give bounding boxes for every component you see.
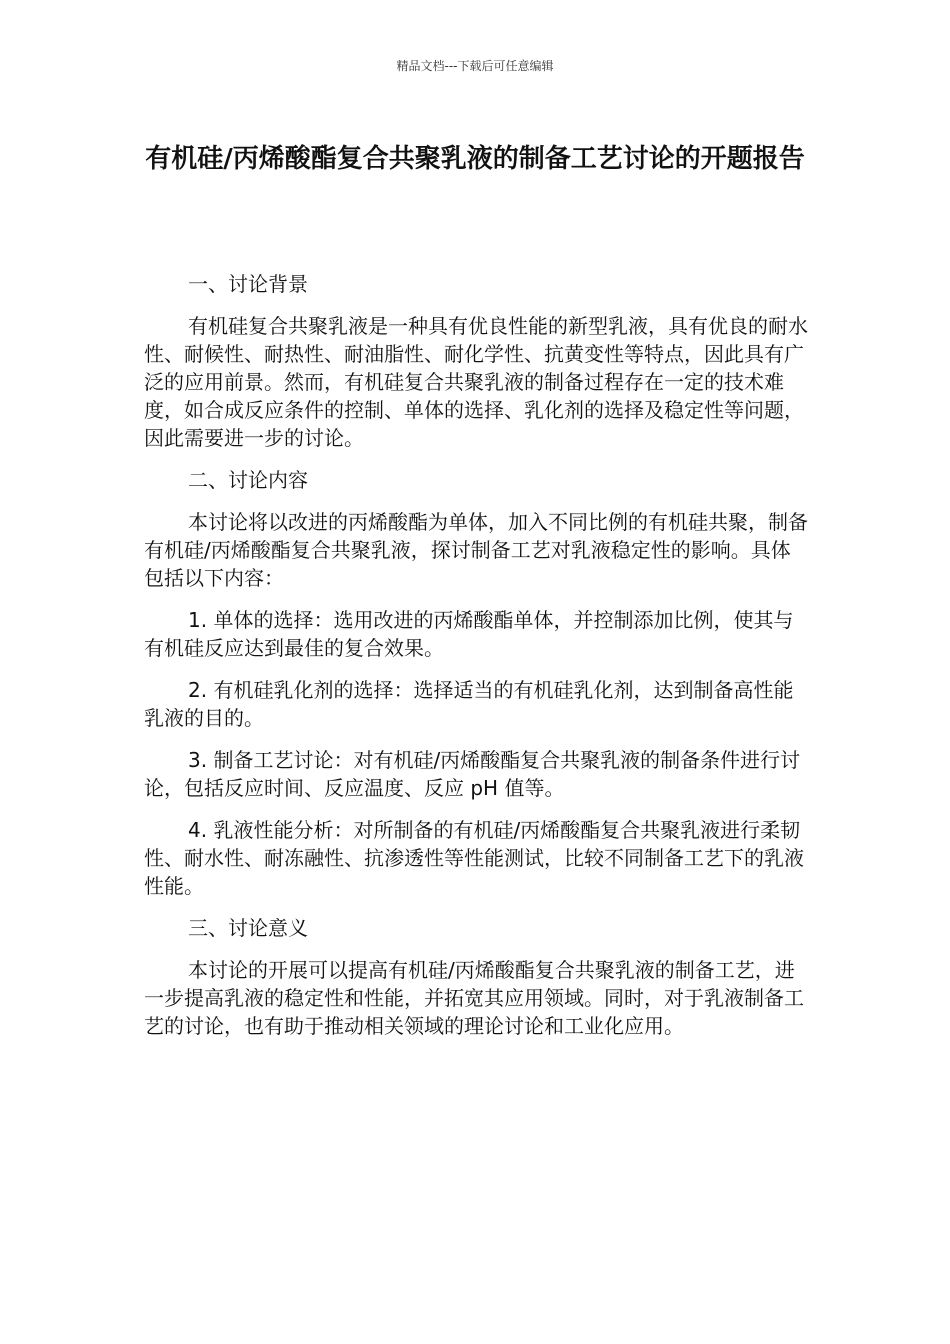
paragraph: 本讨论将以改进的丙烯酸酯为单体，加入不同比例的有机硅共聚，制备有机硅/丙烯酸酯复合共聚乳液，探讨制备工艺对乳液稳定性的影响。具体包括以下内容：	[144, 510, 808, 590]
section-background	[144, 270, 808, 452]
section-content	[144, 466, 808, 900]
section-heading: 一、讨论背景	[188, 272, 308, 296]
list-item: 1. 单体的选择：选用改进的丙烯酸酯单体，并控制添加比例，使其与有机硅反应达到最佳的复合效果。	[144, 608, 794, 660]
section-heading: 三、讨论意义	[188, 916, 308, 940]
section-significance	[144, 914, 808, 1040]
list-item: 3. 制备工艺讨论：对有机硅/丙烯酸酯复合共聚乳液的制备条件进行讨论，包括反应时间、反应温度、反应 pH 值等。	[144, 748, 801, 800]
page-header-watermark: 精品文档---下载后可任意编辑	[396, 59, 554, 73]
document-body	[144, 270, 808, 1054]
section-heading: 二、讨论内容	[188, 468, 308, 492]
paragraph: 有机硅复合共聚乳液是一种具有优良性能的新型乳液，具有优良的耐水性、耐候性、耐热性、耐油脂性、耐化学性、抗黄变性等特点，因此具有广泛的应用前景。然而，有机硅复合共聚乳液的制备过程存在一定的技术难度，如合成反应条件的控制、单体的选择、乳化剂的选择及稳定性等问题，因此需要进一步的讨论。	[144, 314, 808, 450]
list-item: 2. 有机硅乳化剂的选择：选择适当的有机硅乳化剂，达到制备高性能乳液的目的。	[144, 678, 794, 730]
document-title: 有机硅/丙烯酸酯复合共聚乳液的制备工艺讨论的开题报告	[145, 144, 805, 174]
paragraph: 本讨论的开展可以提高有机硅/丙烯酸酯复合共聚乳液的制备工艺，进一步提高乳液的稳定性和性能，并拓宽其应用领域。同时，对于乳液制备工艺的讨论，也有助于推动相关领域的理论讨论和工业化应用。	[144, 958, 804, 1038]
list-item: 4. 乳液性能分析：对所制备的有机硅/丙烯酸酯复合共聚乳液进行柔韧性、耐水性、耐冻融性、抗渗透性等性能测试，比较不同制备工艺下的乳液性能。	[144, 818, 804, 898]
